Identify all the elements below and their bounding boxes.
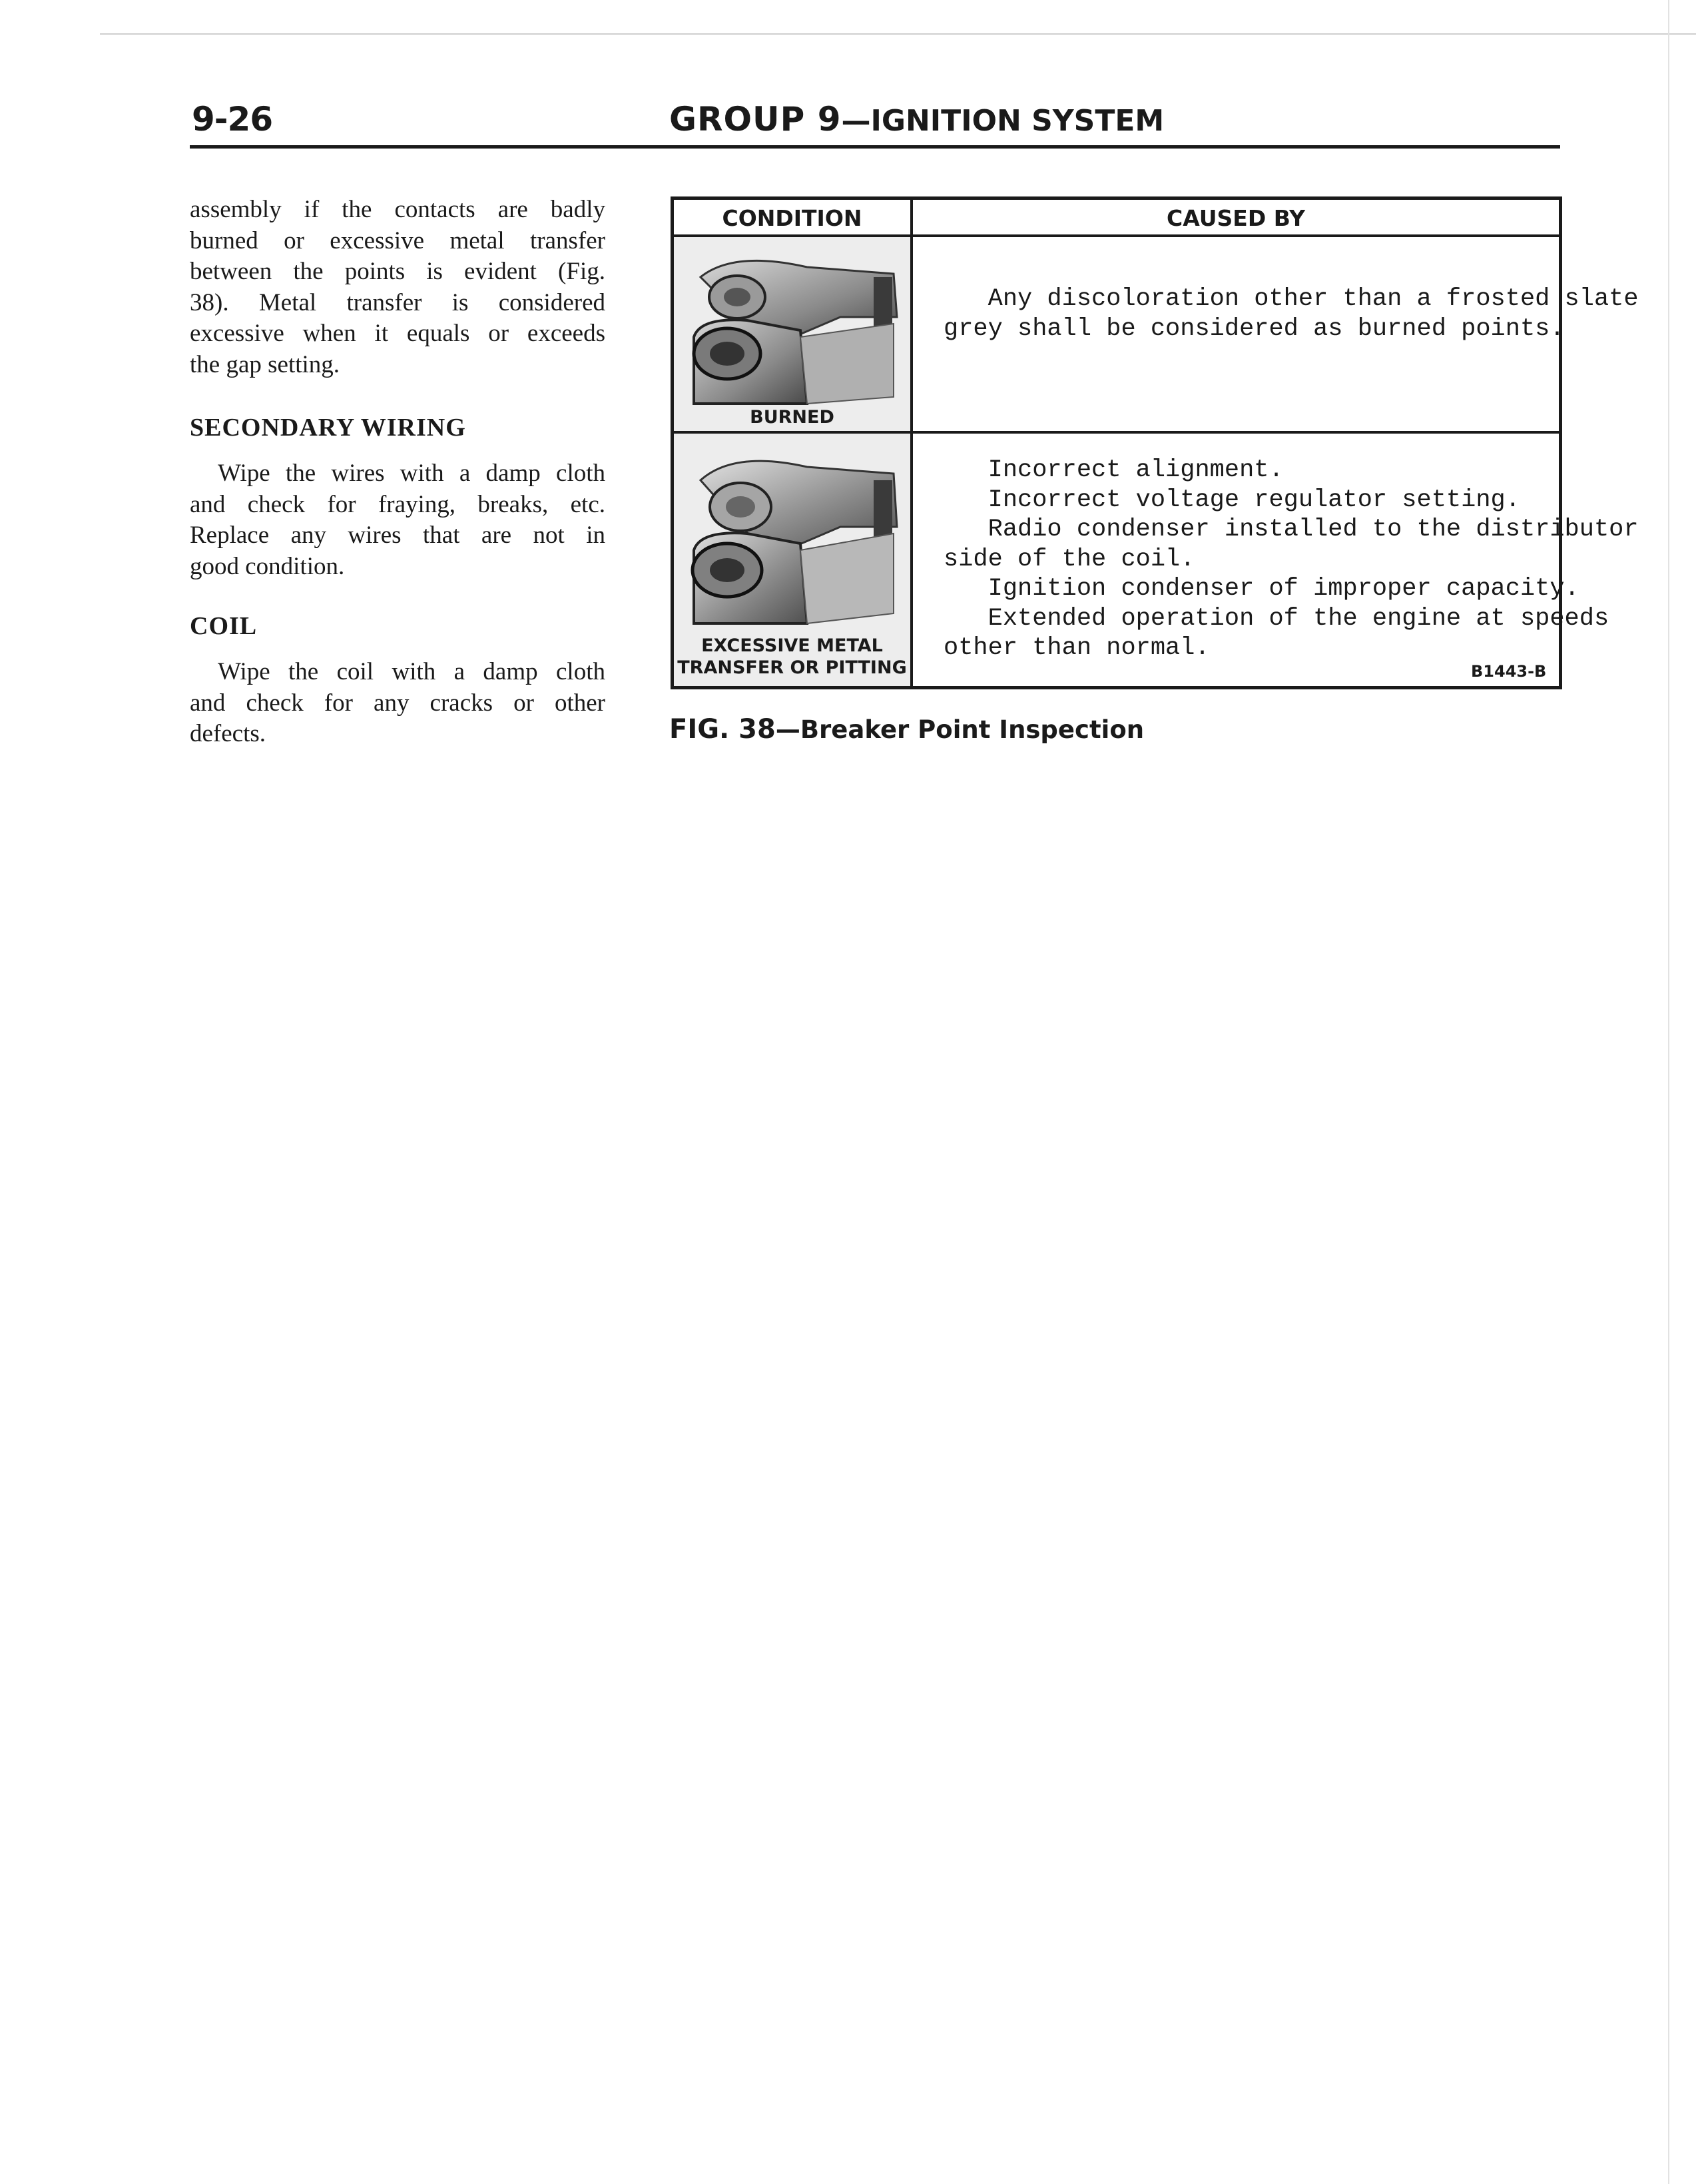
text-line: defects. [190,720,266,747]
text-line: side of the coil. [944,545,1195,573]
page-number: 9-26 [192,100,273,139]
section-heading-coil: COIL [190,612,258,640]
section-heading-secondary-wiring: SECONDARY WIRING [190,414,466,442]
figure-number: FIG. 38 [669,714,776,745]
text-line: assembly if the contacts are badly [190,196,605,223]
text-line: good condition. [190,552,345,580]
group-label: GROUP 9 [669,100,842,139]
scan-edge [1668,0,1669,2184]
condition-label: BURNED [750,407,834,428]
condition-label [674,635,910,679]
table-rule [910,200,913,686]
text-line: Wipe the coil with a damp cloth [218,658,605,685]
text-line: Wipe the wires with a damp cloth [218,460,605,487]
coil-paragraph [190,657,605,750]
column-header-caused-by: CAUSED BY [1167,205,1305,231]
text-line: burned or excessive metal transfer [190,226,605,254]
text-line: grey shall be considered as burned points. [944,314,1565,343]
table-row [674,434,910,686]
text-line: TRANSFER OR PITTING [677,657,907,678]
header-rule [190,145,1560,149]
figure-code: B1443-B [1471,662,1547,681]
page-title [669,100,1164,139]
text-line: the gap setting. [190,350,340,378]
breaker-point-burned-photo-icon [674,237,910,431]
text-line: EXCESSIVE METAL [701,635,883,656]
text-line: excessive when it equals or exceeds [190,320,605,347]
text-line: Incorrect voltage regulator setting. [944,486,1520,514]
cause-cell [944,284,1639,344]
text-line: between the points is evident (Fig. [190,258,605,285]
text-line: 38). Metal transfer is considered [190,288,605,316]
text-line: and check for any cracks or other [190,689,605,717]
text-line: Extended operation of the engine at speeds [944,604,1609,633]
table-row [674,237,910,431]
secondary-wiring-paragraph [190,458,605,582]
group-subtitle: —IGNITION SYSTEM [841,104,1165,138]
text-line: Any discoloration other than a frosted slate [944,285,1639,313]
figure-caption [669,714,1144,745]
text-line: Radio condenser installed to the distributor [944,516,1639,544]
text-line: and check for fraying, breaks, etc. [190,490,605,518]
cause-cell [944,456,1639,663]
text-line: Incorrect alignment. [944,456,1284,484]
intro-paragraph [190,194,605,380]
scan-edge [100,33,1696,35]
text-line: Ignition condenser of improper capacity. [944,575,1579,603]
figure-title: —Breaker Point Inspection [775,715,1145,744]
column-header-condition: CONDITION [722,205,862,231]
text-line: Replace any wires that are not in [190,522,605,549]
text-line: other than normal. [944,634,1210,662]
breaker-point-table [671,196,1639,689]
